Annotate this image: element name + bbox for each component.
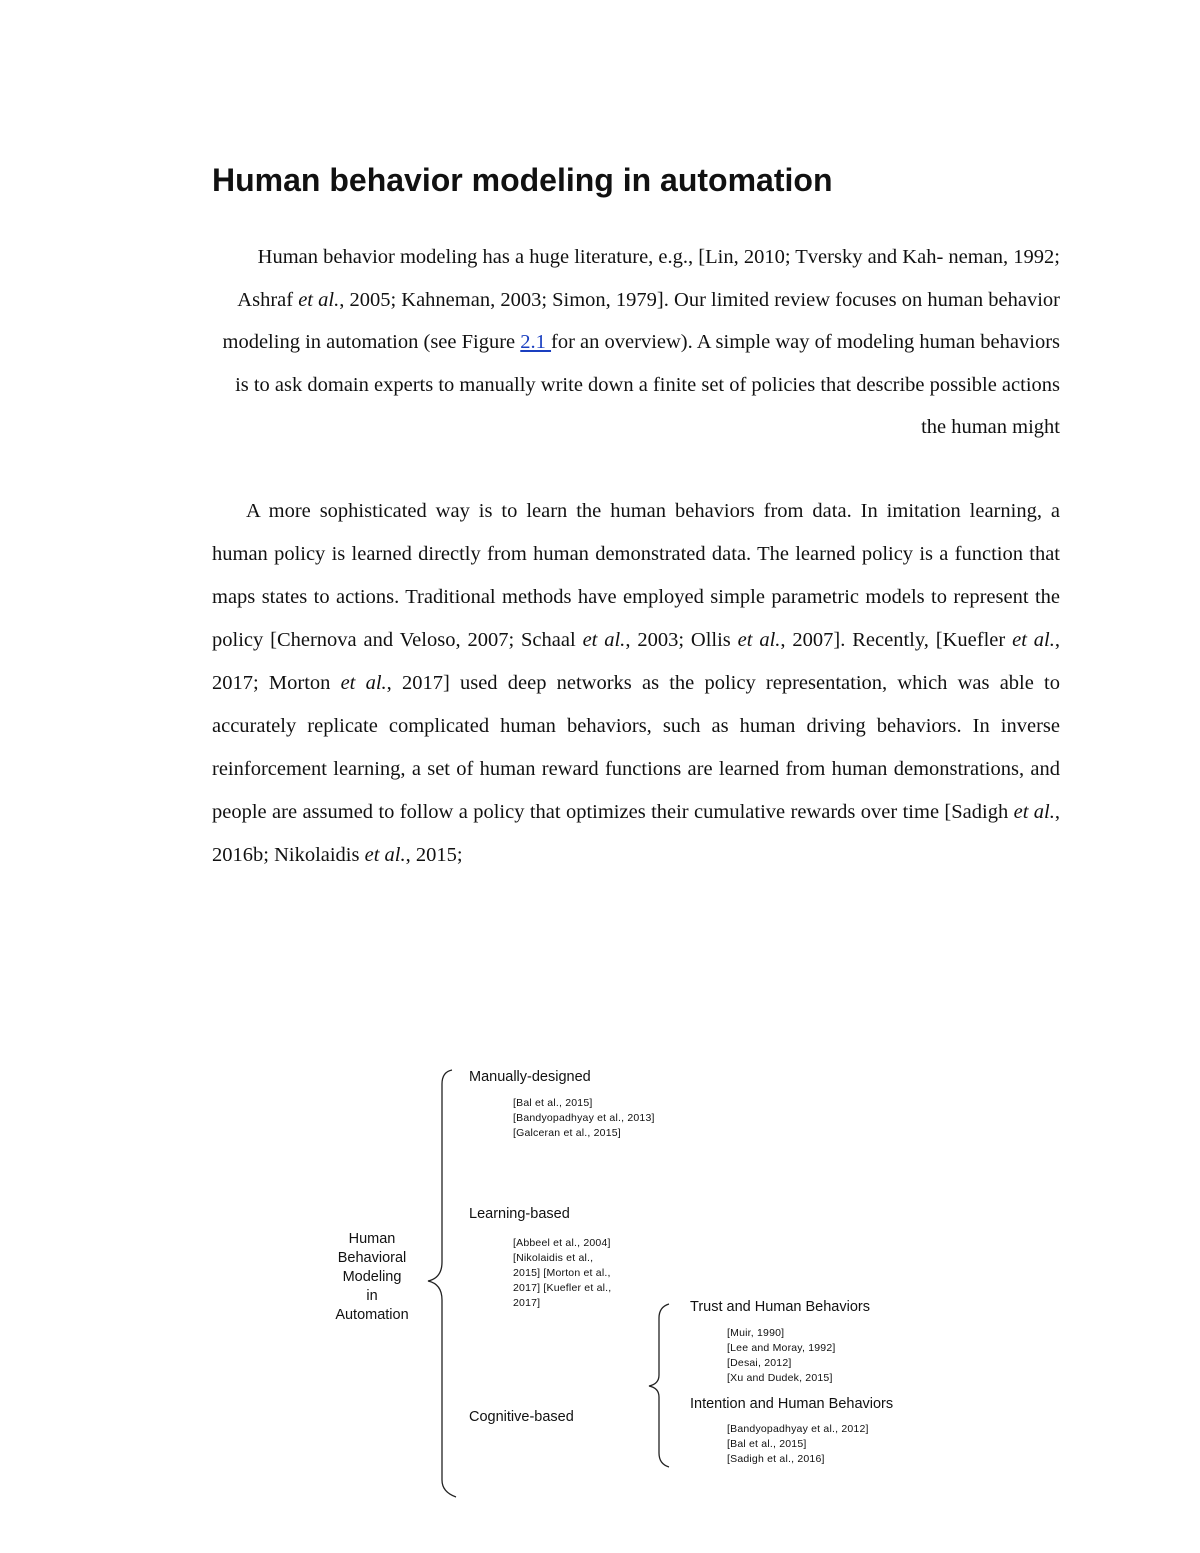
root-line: Automation xyxy=(335,1307,409,1323)
intention-refs xyxy=(727,1422,869,1467)
root-line: Behavioral xyxy=(337,1250,407,1266)
root-node xyxy=(322,1230,422,1325)
paragraph-2-text: , 2016b; Nikolaidis xyxy=(212,801,1060,866)
manually-designed-refs xyxy=(513,1096,655,1141)
reference: [Lee and Moray, 1992] xyxy=(727,1342,836,1354)
paragraph-2-text: A more sophisticated way is to learn the human behaviors from data. In imitation learning, a human policy is learned directly from human demonstrated data. The learned policy is a function that maps states to actions. Traditional methods have employed simple parametric models to represent the policy [Chernova and Veloso, 2007; Schaal xyxy=(212,500,1060,651)
et-al: et al. xyxy=(340,672,387,694)
paragraph-2-text: , 2017] used deep networks as the policy representation, which was able to accurately replicate complicated human behaviors, such as human driving behaviors. In inverse reinforcement learning, a set of human reward functions are learned from human demonstrations, and people are assumed to follow a policy that optimizes their cumulative rewards over time [Sadigh xyxy=(212,672,1060,823)
et-al: et al. xyxy=(737,629,781,651)
learning-based-label: Learning-based xyxy=(469,1206,570,1222)
paragraph-1 xyxy=(212,236,1060,449)
paragraph-2 xyxy=(212,490,1060,877)
main-brace xyxy=(428,1070,456,1497)
et-al: et al. xyxy=(298,288,340,311)
reference: [Muir, 1990] xyxy=(727,1327,785,1339)
learning-based-refs xyxy=(513,1236,611,1311)
et-al: et al. xyxy=(1012,629,1055,651)
et-al: et al. xyxy=(1013,801,1055,823)
reference: 2015] [Morton et al., xyxy=(513,1267,611,1279)
taxonomy-figure xyxy=(0,1050,1200,1510)
figure-link[interactable]: 2.1 xyxy=(520,331,552,353)
reference: 2017] xyxy=(513,1297,541,1309)
reference: [Bal et al., 2015] xyxy=(727,1438,807,1450)
cognitive-based-label: Cognitive-based xyxy=(469,1409,574,1425)
manually-designed-label: Manually-designed xyxy=(469,1069,591,1085)
trust-refs xyxy=(727,1326,836,1386)
et-al: et al. xyxy=(364,844,406,866)
root-line: Human xyxy=(348,1231,396,1247)
reference: [Xu and Dudek, 2015] xyxy=(727,1372,833,1384)
paragraph-1-text-b: , 2005; Kahneman, 2003; Simon, 1979]. Our limited review focuses on human behavior modeling in automation (see Figure xyxy=(222,288,1060,353)
reference: [Sadigh et al., 2016] xyxy=(727,1453,825,1465)
paragraph-1-text-c: for an overview). A simple way of modeling human behaviors is to ask domain experts to manually write down a finite set of policies that describe possible actions the human might xyxy=(235,331,1060,438)
reference: [Bandyopadhyay et al., 2013] xyxy=(513,1112,655,1124)
reference: [Bandyopadhyay et al., 2012] xyxy=(727,1423,869,1435)
reference: [Bal et al., 2015] xyxy=(513,1097,593,1109)
intention-label: Intention and Human Behaviors xyxy=(690,1396,894,1412)
paragraph-2-text: , 2017; Morton xyxy=(212,629,1060,694)
reference: [Abbeel et al., 2004] xyxy=(513,1237,611,1249)
paragraph-2-text: , 2003; Ollis xyxy=(625,629,738,651)
reference: [Galceran et al., 2015] xyxy=(513,1127,621,1139)
root-line: in xyxy=(366,1288,378,1304)
cognitive-brace xyxy=(649,1304,669,1467)
paragraph-1-text-a: Human behavior modeling has a huge literature, e.g., [Lin, 2010; Tversky and Kah- neman, 1992; Ashraf xyxy=(237,246,1060,311)
reference: 2017] [Kuefler et al., xyxy=(513,1282,612,1294)
root-line: Modeling xyxy=(342,1269,402,1285)
reference: [Desai, 2012] xyxy=(727,1357,792,1369)
et-al: et al. xyxy=(582,629,626,651)
paragraph-2-text: , 2015; xyxy=(405,844,463,866)
section-heading: Human behavior modeling in automation xyxy=(212,162,833,198)
trust-label: Trust and Human Behaviors xyxy=(690,1299,870,1315)
paragraph-2-text: , 2007]. Recently, [Kuefler xyxy=(780,629,1013,651)
reference: [Nikolaidis et al., xyxy=(513,1252,594,1264)
